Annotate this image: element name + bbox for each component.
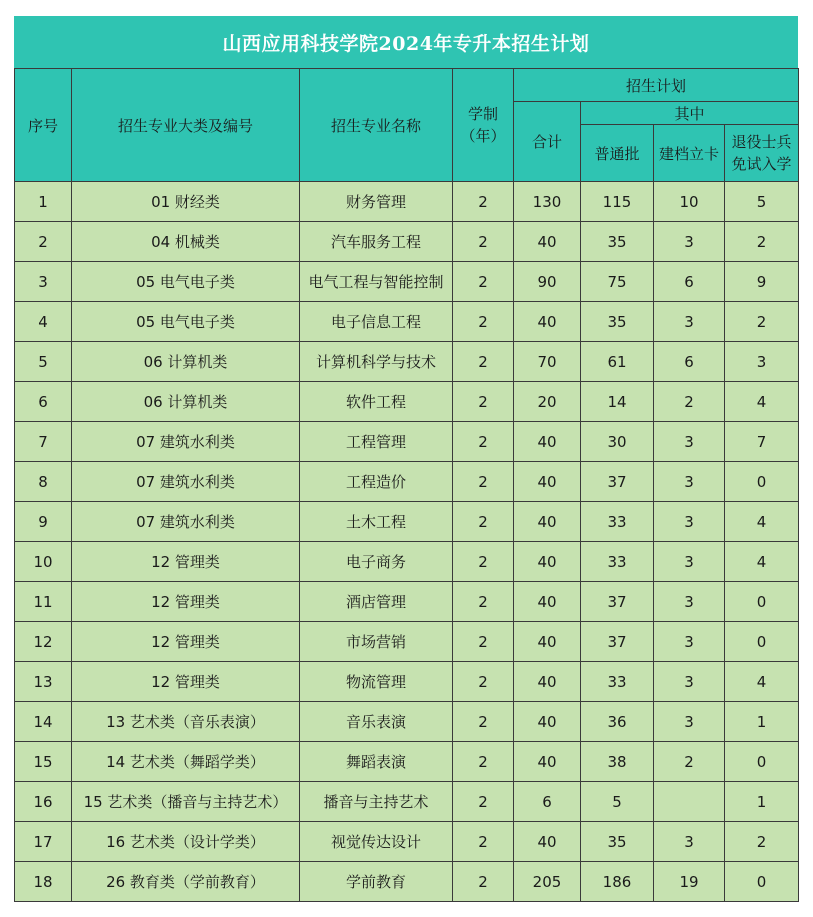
table-header — [15, 69, 799, 182]
cell-major: 土木工程 — [300, 502, 453, 542]
cell-category: 12 管理类 — [72, 542, 300, 582]
cell-card: 3 — [654, 542, 725, 582]
cell-category: 26 教育类（学前教育） — [72, 862, 300, 902]
cell-major: 市场营销 — [300, 622, 453, 662]
cell-years: 2 — [453, 502, 514, 542]
cell-card: 2 — [654, 382, 725, 422]
cell-years: 2 — [453, 742, 514, 782]
table-row — [15, 382, 799, 422]
header-major: 招生专业名称 — [300, 69, 453, 182]
header-plan: 招生计划 — [514, 69, 799, 102]
cell-major: 舞蹈表演 — [300, 742, 453, 782]
cell-index: 8 — [15, 462, 72, 502]
table-row — [15, 622, 799, 662]
cell-total: 40 — [514, 742, 581, 782]
cell-index: 9 — [15, 502, 72, 542]
cell-card: 3 — [654, 582, 725, 622]
cell-regular: 33 — [581, 662, 654, 702]
cell-card: 3 — [654, 302, 725, 342]
cell-total: 40 — [514, 702, 581, 742]
cell-veteran: 3 — [725, 342, 799, 382]
cell-index: 13 — [15, 662, 72, 702]
cell-veteran: 5 — [725, 182, 799, 222]
header-total: 合计 — [514, 102, 581, 182]
cell-regular: 33 — [581, 542, 654, 582]
cell-category: 15 艺术类（播音与主持艺术） — [72, 782, 300, 822]
cell-veteran: 4 — [725, 502, 799, 542]
cell-total: 90 — [514, 262, 581, 302]
cell-major: 计算机科学与技术 — [300, 342, 453, 382]
cell-veteran: 4 — [725, 542, 799, 582]
cell-major: 电子商务 — [300, 542, 453, 582]
cell-years: 2 — [453, 582, 514, 622]
cell-index: 17 — [15, 822, 72, 862]
cell-index: 14 — [15, 702, 72, 742]
cell-total: 40 — [514, 542, 581, 582]
cell-card: 10 — [654, 182, 725, 222]
cell-years: 2 — [453, 342, 514, 382]
header-of-which: 其中 — [581, 102, 799, 125]
cell-veteran: 7 — [725, 422, 799, 462]
table-row — [15, 662, 799, 702]
table-row — [15, 542, 799, 582]
cell-index: 7 — [15, 422, 72, 462]
cell-years: 2 — [453, 622, 514, 662]
cell-card: 3 — [654, 462, 725, 502]
cell-index: 18 — [15, 862, 72, 902]
header-veteran-line1: 退役士兵 — [731, 133, 792, 151]
cell-major: 视觉传达设计 — [300, 822, 453, 862]
table-row — [15, 742, 799, 782]
cell-major: 学前教育 — [300, 862, 453, 902]
table-row — [15, 702, 799, 742]
cell-major: 酒店管理 — [300, 582, 453, 622]
cell-index: 16 — [15, 782, 72, 822]
table-row — [15, 222, 799, 262]
header-years-line1: 学制 — [467, 105, 498, 123]
cell-years: 2 — [453, 302, 514, 342]
cell-major: 播音与主持艺术 — [300, 782, 453, 822]
cell-total: 40 — [514, 462, 581, 502]
cell-card: 2 — [654, 742, 725, 782]
cell-veteran: 0 — [725, 582, 799, 622]
table-row — [15, 182, 799, 222]
cell-regular: 30 — [581, 422, 654, 462]
cell-major: 汽车服务工程 — [300, 222, 453, 262]
cell-years: 2 — [453, 222, 514, 262]
cell-category: 14 艺术类（舞蹈学类） — [72, 742, 300, 782]
cell-category: 07 建筑水利类 — [72, 422, 300, 462]
cell-category: 05 电气电子类 — [72, 262, 300, 302]
cell-card: 3 — [654, 702, 725, 742]
cell-total: 20 — [514, 382, 581, 422]
cell-category: 12 管理类 — [72, 662, 300, 702]
table-row — [15, 582, 799, 622]
table-row — [15, 262, 799, 302]
cell-category: 16 艺术类（设计学类） — [72, 822, 300, 862]
cell-years: 2 — [453, 782, 514, 822]
cell-major: 工程造价 — [300, 462, 453, 502]
cell-veteran: 1 — [725, 702, 799, 742]
cell-category: 07 建筑水利类 — [72, 462, 300, 502]
cell-card: 3 — [654, 622, 725, 662]
cell-years: 2 — [453, 262, 514, 302]
header-category: 招生专业大类及编号 — [72, 69, 300, 182]
cell-total: 40 — [514, 582, 581, 622]
cell-total: 40 — [514, 822, 581, 862]
cell-total: 6 — [514, 782, 581, 822]
cell-veteran: 2 — [725, 222, 799, 262]
cell-major: 电气工程与智能控制 — [300, 262, 453, 302]
cell-total: 205 — [514, 862, 581, 902]
cell-category: 13 艺术类（音乐表演） — [72, 702, 300, 742]
cell-total: 40 — [514, 502, 581, 542]
cell-regular: 37 — [581, 582, 654, 622]
cell-regular: 35 — [581, 302, 654, 342]
cell-index: 5 — [15, 342, 72, 382]
cell-index: 10 — [15, 542, 72, 582]
cell-major: 电子信息工程 — [300, 302, 453, 342]
table-row — [15, 302, 799, 342]
cell-category: 12 管理类 — [72, 622, 300, 662]
cell-regular: 37 — [581, 462, 654, 502]
table-row — [15, 862, 799, 902]
header-index: 序号 — [15, 69, 72, 182]
table-row — [15, 782, 799, 822]
cell-total: 40 — [514, 302, 581, 342]
cell-index: 12 — [15, 622, 72, 662]
cell-regular: 37 — [581, 622, 654, 662]
cell-regular: 186 — [581, 862, 654, 902]
cell-regular: 35 — [581, 822, 654, 862]
enrollment-plan-table — [14, 68, 799, 902]
cell-index: 15 — [15, 742, 72, 782]
header-years-line2: （年） — [460, 127, 506, 145]
cell-total: 40 — [514, 222, 581, 262]
cell-veteran: 2 — [725, 302, 799, 342]
cell-veteran: 4 — [725, 382, 799, 422]
table-row — [15, 342, 799, 382]
cell-major: 音乐表演 — [300, 702, 453, 742]
cell-index: 3 — [15, 262, 72, 302]
cell-regular: 38 — [581, 742, 654, 782]
cell-years: 2 — [453, 422, 514, 462]
table-row — [15, 822, 799, 862]
cell-regular: 75 — [581, 262, 654, 302]
cell-veteran: 0 — [725, 622, 799, 662]
cell-years: 2 — [453, 382, 514, 422]
cell-total: 40 — [514, 662, 581, 702]
header-regular: 普通批 — [581, 125, 654, 182]
cell-years: 2 — [453, 542, 514, 582]
cell-index: 6 — [15, 382, 72, 422]
cell-regular: 115 — [581, 182, 654, 222]
cell-veteran: 4 — [725, 662, 799, 702]
cell-index: 1 — [15, 182, 72, 222]
cell-total: 70 — [514, 342, 581, 382]
cell-years: 2 — [453, 662, 514, 702]
cell-category: 07 建筑水利类 — [72, 502, 300, 542]
header-card: 建档立卡 — [654, 125, 725, 182]
cell-veteran: 0 — [725, 862, 799, 902]
cell-years: 2 — [453, 182, 514, 222]
table-body — [15, 182, 799, 902]
cell-index: 11 — [15, 582, 72, 622]
enrollment-plan-document — [14, 16, 798, 902]
cell-card — [654, 782, 725, 822]
cell-major: 软件工程 — [300, 382, 453, 422]
cell-regular: 35 — [581, 222, 654, 262]
cell-total: 130 — [514, 182, 581, 222]
cell-major: 财务管理 — [300, 182, 453, 222]
cell-card: 3 — [654, 502, 725, 542]
header-years — [453, 69, 514, 182]
cell-years: 2 — [453, 462, 514, 502]
cell-years: 2 — [453, 862, 514, 902]
cell-card: 19 — [654, 862, 725, 902]
cell-category: 06 计算机类 — [72, 342, 300, 382]
cell-major: 工程管理 — [300, 422, 453, 462]
cell-regular: 14 — [581, 382, 654, 422]
cell-index: 2 — [15, 222, 72, 262]
cell-veteran: 1 — [725, 782, 799, 822]
cell-category: 05 电气电子类 — [72, 302, 300, 342]
cell-regular: 5 — [581, 782, 654, 822]
cell-category: 04 机械类 — [72, 222, 300, 262]
cell-category: 06 计算机类 — [72, 382, 300, 422]
header-veteran-line2: 免试入学 — [731, 155, 792, 173]
cell-total: 40 — [514, 622, 581, 662]
header-veteran — [725, 125, 799, 182]
table-row — [15, 422, 799, 462]
cell-veteran: 0 — [725, 462, 799, 502]
cell-category: 01 财经类 — [72, 182, 300, 222]
cell-card: 6 — [654, 262, 725, 302]
cell-card: 3 — [654, 422, 725, 462]
cell-veteran: 9 — [725, 262, 799, 302]
page-title: 山西应用科技学院2024年专升本招生计划 — [14, 16, 798, 68]
cell-total: 40 — [514, 422, 581, 462]
table-row — [15, 502, 799, 542]
cell-years: 2 — [453, 822, 514, 862]
cell-years: 2 — [453, 702, 514, 742]
cell-veteran: 2 — [725, 822, 799, 862]
cell-regular: 61 — [581, 342, 654, 382]
cell-card: 3 — [654, 822, 725, 862]
cell-major: 物流管理 — [300, 662, 453, 702]
cell-index: 4 — [15, 302, 72, 342]
cell-veteran: 0 — [725, 742, 799, 782]
cell-card: 3 — [654, 222, 725, 262]
cell-category: 12 管理类 — [72, 582, 300, 622]
cell-card: 6 — [654, 342, 725, 382]
table-row — [15, 462, 799, 502]
cell-card: 3 — [654, 662, 725, 702]
cell-regular: 36 — [581, 702, 654, 742]
cell-regular: 33 — [581, 502, 654, 542]
